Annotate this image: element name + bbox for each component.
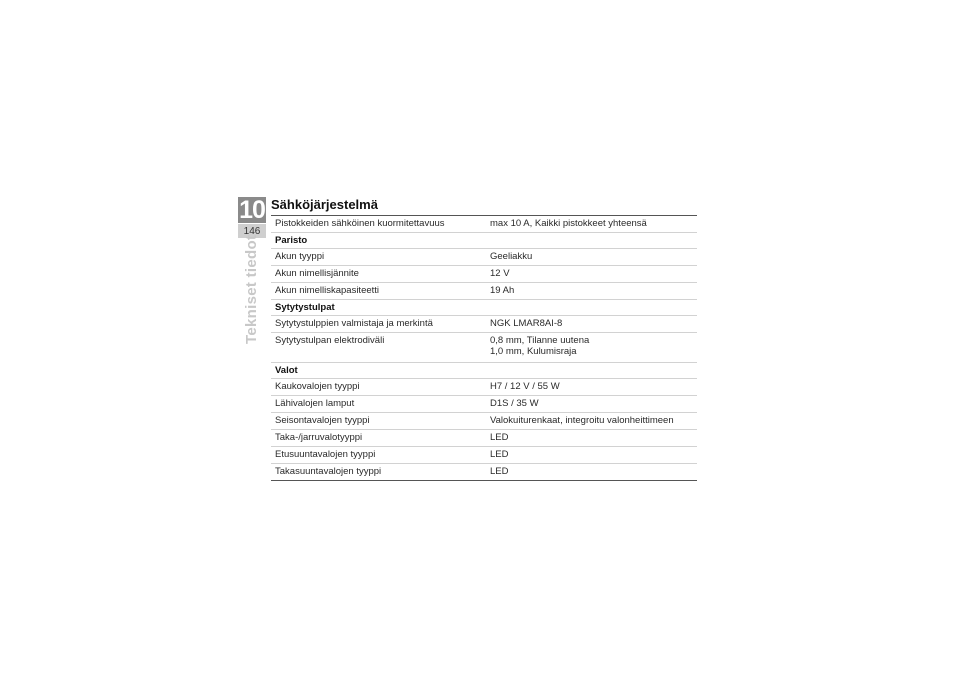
section-title: Sähköjärjestelmä: [271, 197, 378, 212]
spec-value: LED: [486, 430, 697, 447]
spec-label: Akun tyyppi: [271, 249, 486, 266]
table-row: [271, 283, 697, 300]
spec-label: Takasuuntavalojen tyyppi: [271, 464, 486, 481]
spec-value: D1S / 35 W: [486, 396, 697, 413]
group-heading-row: [271, 363, 697, 379]
table-row: [271, 333, 697, 363]
table-row: [271, 379, 697, 396]
spec-value: 12 V: [486, 266, 697, 283]
group-heading-battery: Paristo: [271, 233, 697, 249]
spec-value: Valokuiturenkaat, integroitu valonheittimeen: [486, 413, 697, 430]
spec-value: NGK LMAR8AI-8: [486, 316, 697, 333]
table-row: [271, 216, 697, 233]
table-row: [271, 266, 697, 283]
chapter-number-badge: 10: [239, 195, 265, 224]
spec-label: Pistokkeiden sähköinen kuormitettavuus: [271, 216, 486, 233]
electrical-spec-table: [271, 215, 697, 481]
spec-label: Seisontavalojen tyyppi: [271, 413, 486, 430]
spec-value: 19 Ah: [486, 283, 697, 300]
spec-value: Geeliakku: [486, 249, 697, 266]
group-heading-lights: Valot: [271, 363, 697, 379]
table-row: [271, 430, 697, 447]
spec-value: LED: [486, 464, 697, 481]
table-row: [271, 447, 697, 464]
table-row: [271, 464, 697, 481]
spec-label: Etusuuntavalojen tyyppi: [271, 447, 486, 464]
spec-label: Akun nimellisjännite: [271, 266, 486, 283]
spec-label: Sytytystulppien valmistaja ja merkintä: [271, 316, 486, 333]
spec-label: Lähivalojen lamput: [271, 396, 486, 413]
spec-label: Akun nimelliskapasiteetti: [271, 283, 486, 300]
table-row: [271, 396, 697, 413]
spec-value-line: 1,0 mm, Kulumisraja: [490, 346, 577, 357]
group-heading-row: [271, 300, 697, 316]
group-heading-spark-plugs: Sytytystulpat: [271, 300, 697, 316]
group-heading-row: [271, 233, 697, 249]
page-number: 146: [238, 224, 266, 238]
chapter-side-label: Tekniset tiedot: [243, 234, 260, 344]
table-row: [271, 413, 697, 430]
spec-value: max 10 A, Kaikki pistokkeet yhteensä: [486, 216, 697, 233]
spec-label: Sytytystulpan elektrodiväli: [271, 333, 486, 363]
spec-value: H7 / 12 V / 55 W: [486, 379, 697, 396]
table-row: [271, 316, 697, 333]
spec-value-line: 0,8 mm, Tilanne uutena: [490, 335, 590, 346]
spec-label: Kaukovalojen tyyppi: [271, 379, 486, 396]
spec-value: LED: [486, 447, 697, 464]
spec-value: [486, 333, 697, 363]
spec-label: Taka-/jarruvalotyyppi: [271, 430, 486, 447]
table-row: [271, 249, 697, 266]
